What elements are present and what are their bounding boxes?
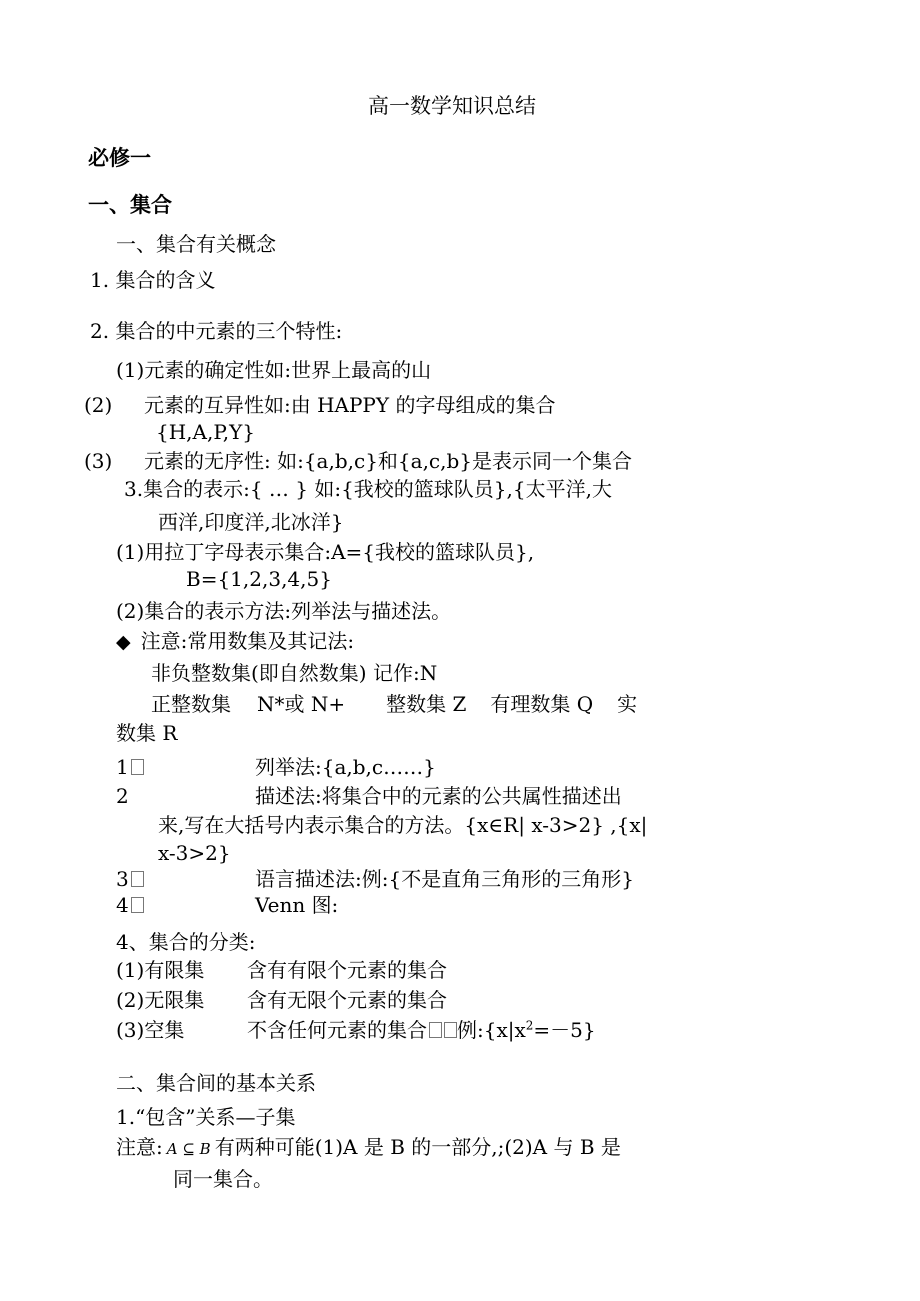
- empty-set-example-exponent: 2: [525, 1018, 534, 1033]
- classification-3-line: [247, 1017, 596, 1043]
- item-2: 2. 集合的中元素的三个特性:: [90, 319, 343, 343]
- subset-expression: A ⊆ B: [166, 1140, 211, 1158]
- number-sets-line: [151, 691, 637, 717]
- classification-3-label: (3)空集: [116, 1018, 185, 1042]
- classification-heading: 4、集合的分类:: [116, 930, 256, 954]
- representation-1-line2: B={1,2,3,4,5}: [186, 567, 332, 591]
- note-2-line: [116, 1134, 621, 1162]
- classification-3-desc: 不含任何元素的集合: [247, 1018, 427, 1042]
- classification-1-label: (1)有限集: [116, 958, 205, 982]
- classification-2-label: (2)无限集: [116, 988, 205, 1012]
- section1-heading: 一、集合有关概念: [116, 232, 276, 256]
- chapter-heading: 一、集合: [88, 192, 172, 217]
- missing-glyph-icon: [131, 897, 144, 913]
- method-1-text: 列举法:{a,b,c……}: [255, 755, 436, 779]
- diamond-bullet-icon: ◆: [116, 631, 131, 653]
- page-title: 高一数学知识总结: [368, 94, 536, 118]
- containment-heading: 1.“包含”关系—子集: [116, 1105, 296, 1129]
- method-1-number: 1: [116, 754, 144, 780]
- note-2-label: 注意:: [116, 1135, 163, 1159]
- method-3-text: 语言描述法:例:{不是直角三角形的三角形}: [255, 867, 634, 891]
- missing-glyph-icon: [429, 1022, 442, 1038]
- note-2-continuation: 同一集合。: [173, 1167, 273, 1191]
- property-2-continuation: {H,A,P,Y}: [156, 420, 256, 444]
- property-2-number: (2): [84, 393, 113, 417]
- property-2-text: 元素的互异性如:由 HAPPY 的字母组成的集合: [144, 393, 556, 417]
- rational-set: 有理数集 Q: [490, 692, 594, 716]
- note-label: 注意:常用数集及其记法:: [140, 629, 355, 653]
- property-1: (1)元素的确定性如:世界上最高的山: [116, 358, 432, 382]
- method-3-number: 3: [116, 866, 144, 892]
- empty-set-example-prefix: 例:{x|x: [457, 1018, 526, 1042]
- representation-1-line1: (1)用拉丁字母表示集合:A={我校的篮球队员},: [116, 540, 535, 564]
- section2-heading: 二、集合间的基本关系: [116, 1071, 316, 1095]
- property-3-number: (3): [84, 449, 113, 473]
- missing-glyph-icon: [131, 759, 144, 775]
- item-3-line2: 西洋,印度洋,北冰洋}: [158, 510, 344, 534]
- integer-set: 整数集 Z: [386, 692, 467, 716]
- method-2-text: 描述法:将集合中的元素的公共属性描述出: [255, 784, 622, 808]
- module-heading: 必修一: [88, 145, 151, 170]
- method-2-number: 2: [116, 784, 129, 808]
- natural-number-set: 非负整数集(即自然数集) 记作:N: [151, 661, 438, 685]
- missing-glyph-icon: [131, 871, 144, 887]
- note-line: [116, 628, 354, 655]
- positive-integer-symbols: N*或 N+: [257, 692, 346, 716]
- item-3-line1: 3.集合的表示:{ … } 如:{我校的篮球队员},{太平洋,大: [124, 477, 612, 501]
- representation-2: (2)集合的表示方法:列举法与描述法。: [116, 599, 452, 623]
- method-2-continuation-2: x-3>2}: [158, 841, 231, 865]
- classification-2-desc: 含有无限个元素的集合: [247, 988, 447, 1012]
- note-2-text: 有两种可能(1)A 是 B 的一部分,;(2)A 与 B 是: [214, 1135, 621, 1159]
- real-set-end: 数集 R: [116, 721, 178, 745]
- method-4-number: 4: [116, 892, 144, 918]
- missing-glyph-icon: [444, 1022, 457, 1038]
- method-4-text: Venn 图:: [255, 893, 339, 917]
- positive-integer-set: 正整数集: [151, 692, 231, 716]
- empty-set-example-suffix: =－5}: [533, 1018, 596, 1042]
- classification-1-desc: 含有有限个元素的集合: [247, 958, 447, 982]
- method-2-continuation-1: 来,写在大括号内表示集合的方法。{x∈R| x-3>2} ,{x|: [158, 813, 648, 837]
- item-1: 1. 集合的含义: [90, 268, 216, 292]
- property-3-text: 元素的无序性: 如:{a,b,c}和{a,c,b}是表示同一个集合: [144, 449, 633, 473]
- real-set-start: 实: [617, 692, 638, 716]
